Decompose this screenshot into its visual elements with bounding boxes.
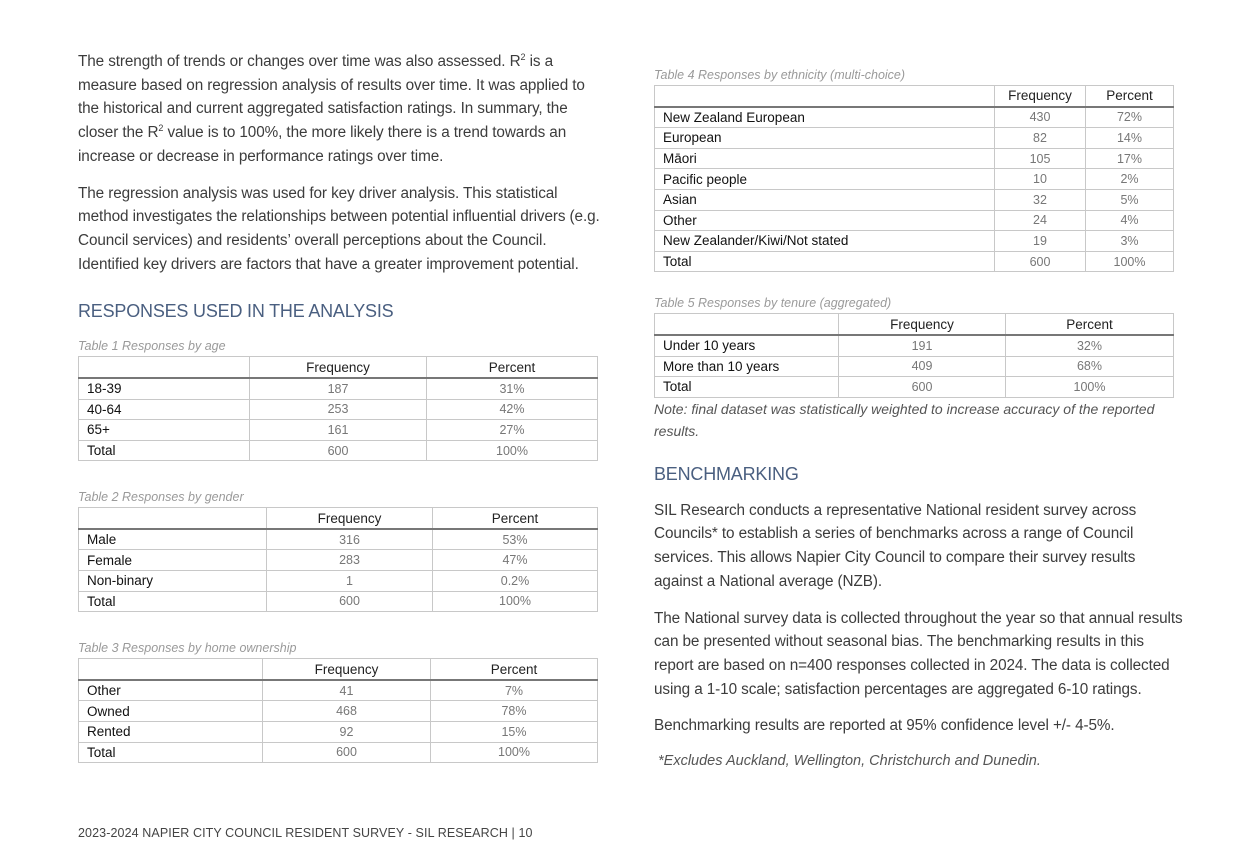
table-2-block: [78, 490, 598, 612]
header-frequency: Frequency: [839, 314, 1006, 335]
header-frequency: Frequency: [267, 508, 433, 529]
row-percent: 31%: [427, 378, 598, 399]
table-row: [79, 550, 598, 571]
table-row: [79, 420, 598, 441]
table-row: [655, 210, 1174, 231]
header-blank: [79, 508, 267, 529]
row-percent: 32%: [1006, 335, 1174, 356]
row-label: Total: [79, 591, 267, 612]
row-frequency: 600: [263, 742, 431, 763]
table-3-block: [78, 641, 598, 763]
row-label: Asian: [655, 189, 995, 210]
row-frequency: 1: [267, 571, 433, 592]
row-percent: 14%: [1086, 128, 1174, 149]
row-frequency: 41: [263, 680, 431, 701]
row-label: Under 10 years: [655, 335, 839, 356]
row-frequency: 316: [267, 529, 433, 550]
left-column: [78, 50, 603, 763]
row-label: Male: [79, 529, 267, 550]
row-label: More than 10 years: [655, 356, 839, 377]
row-label: Rented: [79, 722, 263, 743]
table-row: [655, 148, 1174, 169]
row-frequency: 283: [267, 550, 433, 571]
benchmarking-heading: BENCHMARKING: [654, 463, 799, 484]
benchmarking-paragraph-1: SIL Research conducts a representative National resident survey across Councils* to establish a series of benchmarks across a range of Council services. This allows Napier City Council to compare their survey results against a National average (NZB).: [654, 501, 1137, 590]
table-5-block: [654, 296, 1174, 441]
table-row: [79, 680, 598, 701]
row-percent: 42%: [427, 399, 598, 420]
row-label: 40-64: [79, 399, 250, 420]
table-row: [79, 571, 598, 592]
benchmark-footnote: *Excludes Auckland, Wellington, Christchurch and Dunedin.: [658, 753, 1041, 770]
row-label: 65+: [79, 420, 250, 441]
r-squared-paragraph: The strength of trends or changes over time was also assessed. $R^2$ is a measure based on regression analysis of results over time. It was applied to the historical and current aggregated satisfaction ratings. In summary, the closer the $R^2$ value is to 100%, the more likely there is a trend towards an increase or decrease in performance ratings over time.: [78, 51, 585, 165]
row-label: New Zealand European: [655, 107, 995, 128]
table-row: [655, 377, 1174, 398]
table-row: [79, 399, 598, 420]
table-ethnicity: [654, 85, 1174, 272]
row-label: Māori: [655, 148, 995, 169]
table-header-row: [79, 659, 598, 680]
row-frequency: 161: [250, 420, 427, 441]
row-frequency: 600: [250, 440, 427, 461]
header-percent: Percent: [431, 659, 598, 680]
table-row: [655, 107, 1174, 128]
row-label: Total: [655, 251, 995, 272]
row-label: Total: [79, 742, 263, 763]
table-header-row: [655, 314, 1174, 335]
table-row: [79, 378, 598, 399]
row-percent: 100%: [1086, 251, 1174, 272]
table-2-caption: Table 2 Responses by gender: [78, 490, 244, 505]
table-row: [655, 231, 1174, 252]
header-frequency: Frequency: [250, 357, 427, 378]
row-percent: 3%: [1086, 231, 1174, 252]
table-row: [655, 335, 1174, 356]
row-frequency: 187: [250, 378, 427, 399]
row-frequency: 430: [995, 107, 1086, 128]
table-row: [655, 169, 1174, 190]
row-percent: 53%: [433, 529, 598, 550]
row-percent: 15%: [431, 722, 598, 743]
row-frequency: 409: [839, 356, 1006, 377]
table-5-caption: Table 5 Responses by tenure (aggregated): [654, 296, 892, 311]
table-header-row: [79, 357, 598, 378]
row-label: Pacific people: [655, 169, 995, 190]
header-percent: Percent: [1086, 86, 1174, 107]
row-frequency: 92: [263, 722, 431, 743]
row-frequency: 191: [839, 335, 1006, 356]
table-row: [79, 591, 598, 612]
row-percent: 7%: [431, 680, 598, 701]
row-label: Total: [655, 377, 839, 398]
responses-heading: RESPONSES USED IN THE ANALYSIS: [78, 301, 394, 322]
row-percent: 47%: [433, 550, 598, 571]
row-percent: 100%: [427, 440, 598, 461]
row-label: Non-binary: [79, 571, 267, 592]
table-age: [78, 356, 598, 461]
table-4-block: [654, 68, 1174, 272]
row-label: 18-39: [79, 378, 250, 399]
table-home-ownership: [78, 658, 598, 763]
table-row: [655, 128, 1174, 149]
row-frequency: 253: [250, 399, 427, 420]
benchmarking-paragraph-3: Benchmarking results are reported at 95% confidence level +/- 4-5%.: [654, 717, 1115, 735]
table-3-caption: Table 3 Responses by home ownership: [78, 641, 297, 656]
table-row: [655, 189, 1174, 210]
row-percent: 100%: [433, 591, 598, 612]
row-percent: 72%: [1086, 107, 1174, 128]
row-percent: 78%: [431, 701, 598, 722]
row-percent: 100%: [431, 742, 598, 763]
header-frequency: Frequency: [263, 659, 431, 680]
table-header-row: [655, 86, 1174, 107]
weighting-note: Note: final dataset was statistically weighted to increase accuracy of the reported results.: [654, 400, 1155, 439]
header-blank: [79, 659, 263, 680]
row-percent: 4%: [1086, 210, 1174, 231]
row-percent: 68%: [1006, 356, 1174, 377]
row-label: Total: [79, 440, 250, 461]
row-label: Other: [655, 210, 995, 231]
row-percent: 0.2%: [433, 571, 598, 592]
table-row: [79, 722, 598, 743]
header-blank: [655, 314, 839, 335]
benchmarking-paragraph-2: The National survey data is collected throughout the year so that annual results can be presented without seasonal bias. The benchmarking results in this report are based on n=400 responses collected in 2024. The data is collected using a 1-10 scale; satisfaction percentages are aggregated 6-10 ratings.: [654, 609, 1183, 698]
row-percent: 17%: [1086, 148, 1174, 169]
table-4-caption: Table 4 Responses by ethnicity (multi-choice): [654, 68, 906, 82]
table-row: [655, 356, 1174, 377]
table-row: [79, 742, 598, 763]
row-frequency: 24: [995, 210, 1086, 231]
row-frequency: 19: [995, 231, 1086, 252]
row-frequency: 468: [263, 701, 431, 722]
table-row: [79, 529, 598, 550]
row-frequency: 82: [995, 128, 1086, 149]
table-1-block: [78, 339, 598, 461]
row-frequency: 10: [995, 169, 1086, 190]
row-percent: 27%: [427, 420, 598, 441]
table-row: [655, 251, 1174, 272]
row-label: Female: [79, 550, 267, 571]
table-1-caption: Table 1 Responses by age: [78, 339, 226, 354]
row-percent: 100%: [1006, 377, 1174, 398]
header-blank: [79, 357, 250, 378]
page-footer: 2023-2024 NAPIER CITY COUNCIL RESIDENT SURVEY - SIL RESEARCH | 10: [78, 826, 533, 840]
table-header-row: [79, 508, 598, 529]
regression-paragraph: The regression analysis was used for key driver analysis. This statistical method investigates the relationships between potential influential drivers (e.g. Council services) and residents’ overall perceptions about the Council. Identified key drivers are factors that have a greater improvement potential.: [78, 184, 600, 273]
row-frequency: 600: [839, 377, 1006, 398]
row-percent: 5%: [1086, 189, 1174, 210]
row-frequency: 105: [995, 148, 1086, 169]
table-tenure: [654, 313, 1174, 397]
row-label: Owned: [79, 701, 263, 722]
right-column: [654, 68, 1184, 772]
table-row: [79, 440, 598, 461]
header-blank: [655, 86, 995, 107]
row-label: European: [655, 128, 995, 149]
table-row: [79, 701, 598, 722]
header-percent: Percent: [1006, 314, 1174, 335]
table-gender: [78, 507, 598, 612]
row-label: New Zealander/Kiwi/Not stated: [655, 231, 995, 252]
header-percent: Percent: [427, 357, 598, 378]
row-label: Other: [79, 680, 263, 701]
row-frequency: 32: [995, 189, 1086, 210]
header-frequency: Frequency: [995, 86, 1086, 107]
header-percent: Percent: [433, 508, 598, 529]
row-percent: 2%: [1086, 169, 1174, 190]
row-frequency: 600: [267, 591, 433, 612]
row-frequency: 600: [995, 251, 1086, 272]
